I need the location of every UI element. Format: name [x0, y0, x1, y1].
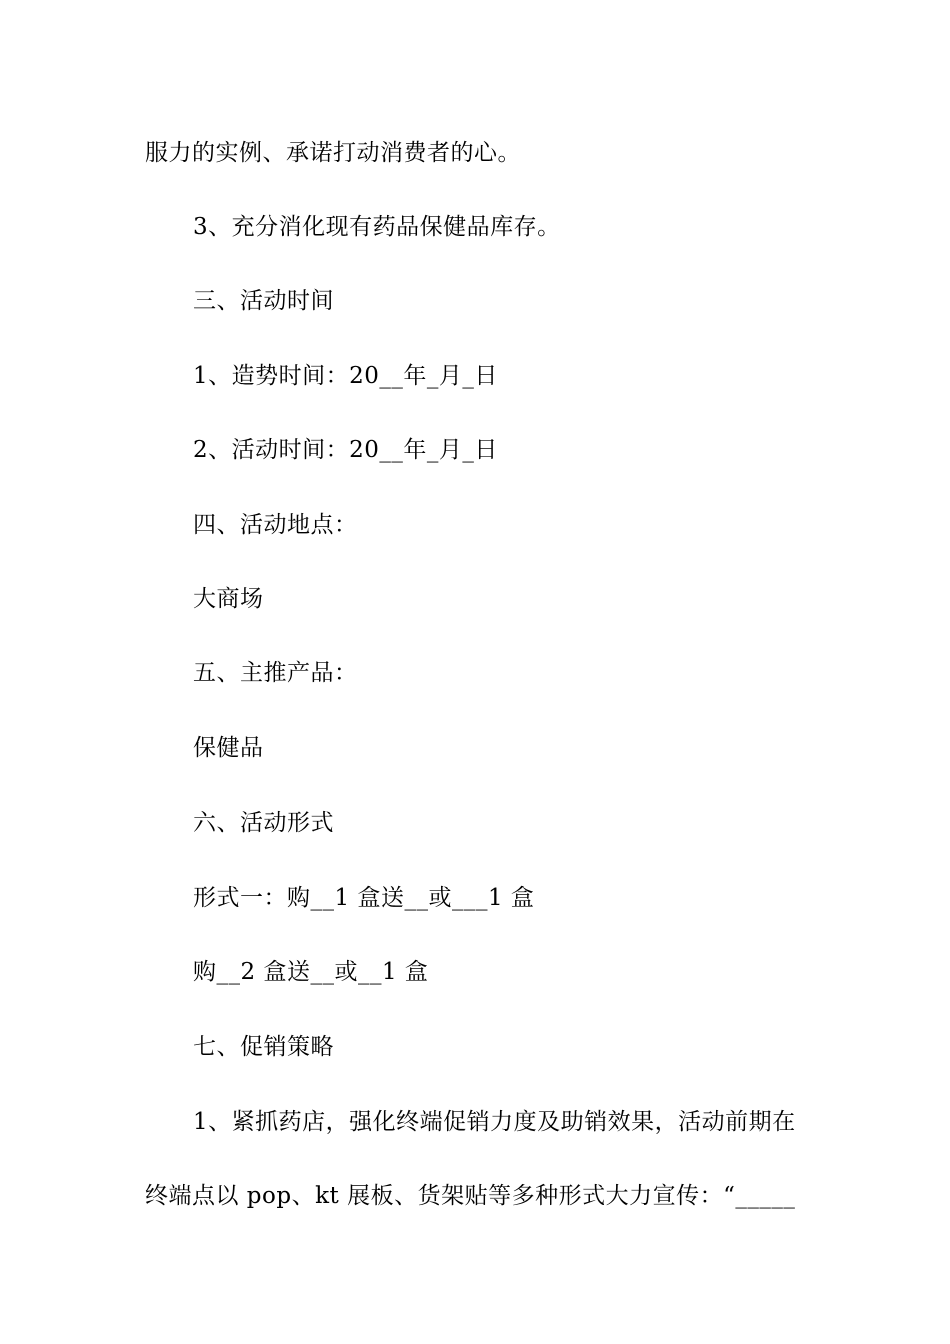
section-heading: 三、活动时间	[193, 288, 334, 314]
paragraph-line: 保健品	[193, 735, 264, 761]
paragraph-line: 1、造势时间：20__年_月_日	[193, 363, 498, 389]
section-heading: 五、主推产品：	[193, 660, 358, 686]
section-heading: 六、活动形式	[193, 810, 334, 836]
paragraph-line: 形式一：购__1 盒送__或___1 盒	[193, 885, 535, 911]
paragraph-line: 1、紧抓药店，强化终端促销力度及助销效果，活动前期在	[193, 1109, 796, 1135]
paragraph-line: 终端点以 pop、kt 展板、货架贴等多种形式大力宣传：“_____	[145, 1183, 796, 1209]
paragraph-line: 服力的实例、承诺打动消费者的心。	[145, 140, 521, 166]
paragraph-line: 3、充分消化现有药品保健品库存。	[193, 214, 561, 240]
paragraph-line: 大商场	[193, 586, 264, 612]
section-heading: 四、活动地点：	[193, 512, 358, 538]
section-heading: 七、促销策略	[193, 1034, 334, 1060]
paragraph-line: 购__2 盒送__或__1 盒	[193, 959, 429, 985]
paragraph-line: 2、活动时间：20__年_月_日	[193, 437, 498, 463]
